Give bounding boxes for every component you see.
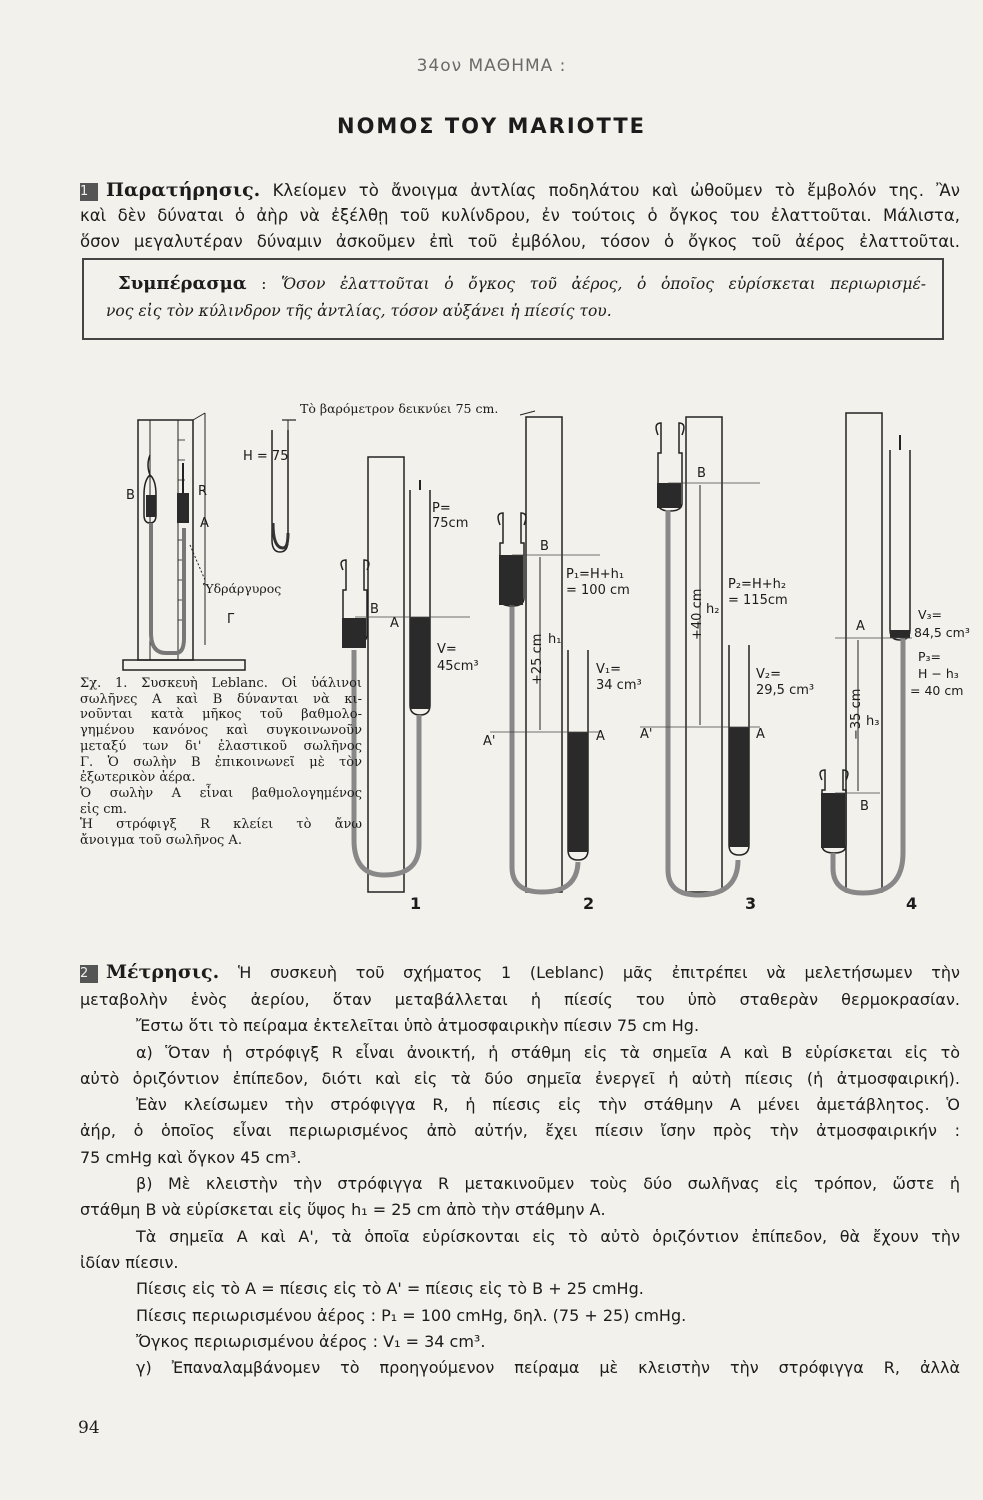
p4-pressure-1: P₃= — [918, 649, 942, 664]
measurement-line: μεταβολὴν ἑνὸς ἀερίου, ὅταν μεταβάλλεται ἡ πίεσίς του ὑπὸ σταθερὰν θερμοκρασίαν. — [80, 990, 960, 1009]
observation-line-1: Κλείομεν τὸ ἄνοιγμα ἀντλίας ποδηλάτου καὶ ὠθοῦμεν τὸ ἔμβολόν της. Ἂν — [272, 181, 960, 200]
p4-label-B: B — [860, 799, 869, 814]
label-mercury: Ὑδράργυρος — [203, 581, 282, 596]
p1-label-B: B — [370, 602, 379, 617]
label-B: B — [126, 488, 135, 503]
conclusion-sep: : — [246, 275, 282, 293]
caption-line: Σχ. 1. Συσκευὴ Leblanc. Οἱ ὑάλινοι — [80, 676, 362, 691]
p2-number: 2 — [583, 894, 595, 913]
conclusion-box — [82, 258, 944, 340]
caption-line: σωλῆνες Α καὶ Β δύνανται νὰ κι- — [80, 691, 362, 707]
measurement-line: 75 cmHg καὶ ὄγκον 45 cm³. — [80, 1147, 302, 1167]
conclusion-line-2: νος εἰς τὸν κύλινδρον τῆς ἀντλίας, τόσον αὐξάνει ἡ πίεσίς του. — [106, 302, 612, 320]
p3-label-B: B — [697, 466, 706, 481]
measurement-line: β) Μὲ κλειστὴν τὴν στρόφιγγα R μετακινοῦμεν τοὺς δύο σωλῆνας εἰς τρόπον, ὥστε ἡ — [136, 1174, 960, 1194]
measurement-line: Ὄγκος περιωρισμένου ἀέρος : V₁ = 34 cm³. — [136, 1331, 486, 1351]
caption-line: γημένου κανόνος καὶ συγκοινωνοῦν — [80, 723, 362, 739]
p2-label-A-prime: A' — [483, 734, 496, 749]
measurement-heading: Μέτρησις. — [106, 961, 220, 983]
barometer-note: Τὸ βαρόμετρον δεικνύει 75 cm. — [300, 401, 499, 416]
caption-line: εἰς cm. — [80, 801, 127, 817]
section-measurement — [80, 959, 960, 1381]
measurement-line: στάθμη Β νὰ εὑρίσκεται εἰς ὕψος h₁ = 25 cm ἀπὸ τὴν στάθμην Α. — [80, 1200, 606, 1220]
measurement-line: Πίεσις εἰς τὸ Α = πίεσις εἰς τὸ Α' = πίεσις εἰς τὸ Β + 25 cmHg. — [136, 1279, 644, 1299]
page-number: 94 — [78, 1418, 100, 1438]
label-R: R — [198, 484, 208, 499]
p2-label-B: B — [540, 539, 549, 554]
observation-line-3: ὅσον μεγαλυτέραν δύναμιν ἀσκοῦμεν ἐπὶ τοῦ ἐμβόλου, τόσον ὁ ὄγκος τοῦ ἀέρος ἐλαττοῦται. — [80, 232, 960, 251]
p4-number: 4 — [906, 894, 918, 913]
panel-3 — [640, 417, 814, 913]
p4-pressure-2: H − h₃ — [918, 666, 959, 681]
label-H: H = 75 — [243, 449, 289, 464]
p3-volume-2: 29,5 cm³ — [756, 683, 815, 698]
p1-label-A: A — [390, 616, 399, 631]
measurement-line: Ἐὰν κλείσωμεν τὴν στρόφιγγα R, ἡ πίεσις εἰς τὴν στάθμην Α μένει ἀμετάβλητος. Ὁ — [136, 1095, 960, 1115]
caption-line: ἄνοιγμα τοῦ σωλῆνος Α. — [80, 833, 242, 849]
p3-number: 3 — [745, 894, 757, 913]
panel-4 — [820, 413, 970, 913]
section-number-1: 1 — [80, 183, 98, 201]
label-A: A — [200, 516, 209, 531]
p2-height: h₁ — [548, 632, 562, 647]
p3-label-A-prime: A' — [640, 727, 653, 742]
p4-label-A: A — [856, 619, 865, 634]
section-observation — [80, 177, 960, 255]
p2-label-A: A — [596, 729, 605, 744]
conclusion-label: Συμπέρασμα — [118, 273, 247, 294]
p2-delta: +25 cm — [530, 633, 545, 685]
measurement-line: γ) Ἐπαναλαμβάνομεν τὸ προηγούμενον πείραμα μὲ κλειστὴν τὴν στρόφιγγα R, ἀλλὰ — [136, 1358, 960, 1378]
p3-pressure-2: = 115cm — [728, 593, 788, 608]
measurement-line: αὐτὸ ὁριζόντιον ἐπίπεδον, διότι καὶ εἰς τὰ δύο σημεῖα ἐνεργεῖ ἡ αὐτὴ πίεσις (ἡ ἀτμοσφαιρική). — [80, 1068, 960, 1088]
p1-volume-2: 45cm³ — [437, 659, 479, 674]
caption-line: ἐξωτερικὸν ἀέρα. — [80, 770, 196, 786]
p1-pressure-1: P= — [432, 501, 451, 516]
p3-delta: +40 cm — [690, 588, 705, 640]
measurement-line: α) Ὅταν ἡ στρόφιγξ R εἶναι ἀνοικτή, ἡ στάθμη εἰς τὰ σημεῖα Α καὶ Β εὑρίσκεται εἰς τὸ — [136, 1042, 960, 1062]
p2-volume-1: V₁= — [596, 662, 621, 677]
measurement-line: Ἔστω ὅτι τὸ πείραμα ἐκτελεῖται ὑπὸ ἀτμοσφαιρικὴν πίεσιν 75 cm Hg. — [136, 1016, 700, 1036]
measurement-line: ἀήρ, ὁ ὁποῖος εἶναι περιωρισμένος ἀπὸ αὐτήν, ἔχει πίεσιν ἴσην πρὸς τὴν ἀτμοσφαιρικήν : — [80, 1121, 960, 1141]
p1-volume-1: V= — [437, 642, 457, 657]
p4-delta: −35 cm — [849, 688, 864, 740]
p2-volume-2: 34 cm³ — [596, 678, 642, 693]
section-number-2: 2 — [80, 965, 98, 983]
p4-pressure-3: = 40 cm — [910, 683, 964, 698]
panel-2 — [483, 417, 642, 913]
p3-label-A: A — [756, 727, 765, 742]
observation-line-2: καὶ δὲν δύναται ὁ ἀὴρ νὰ ἐξέλθῃ τοῦ κυλίνδρου, ἐν τούτοις ὁ ὄγκος του ἐλαττοῦται. Μάλιστα, — [80, 206, 960, 225]
caption-line: Ὁ σωλὴν Α εἶναι βαθμολογημένος — [80, 785, 362, 801]
p4-volume-2: 84,5 cm³ — [914, 625, 970, 640]
p3-pressure-1: P₂=H+h₂ — [728, 577, 787, 592]
conclusion-line-1: Ὅσον ἐλαττοῦται ὁ ὄγκος τοῦ ἀέρος, ὁ ὁποῖος εὑρίσκεται περιωρισμέ- — [281, 275, 926, 293]
p1-number: 1 — [410, 894, 422, 913]
caption-line: μεταξύ των δι' ἐλαστικοῦ σωλῆνος — [80, 738, 362, 754]
p1-pressure-2: 75cm — [432, 516, 469, 531]
caption-line: Ἡ στρόφιγξ R κλείει τὸ ἄνω — [80, 817, 362, 833]
label-gamma: Γ — [227, 612, 235, 627]
measurement-line: ἰδίαν πίεσιν. — [80, 1252, 179, 1272]
p3-height: h₂ — [706, 602, 720, 617]
caption-line: Γ. Ὁ σωλὴν Β ἐπικοινωνεῖ μὲ τὸν — [80, 754, 362, 770]
page-title: ΝΟΜΟΣ ΤΟΥ MARIOTTE — [337, 114, 646, 138]
figure-caption — [80, 676, 362, 849]
p3-volume-1: V₂= — [756, 667, 781, 682]
measurement-line: Πίεσις περιωρισμένου ἀέρος : P₁ = 100 cmHg, δηλ. (75 + 25) cmHg. — [136, 1305, 687, 1325]
p4-height: h₃ — [866, 714, 880, 729]
p2-pressure-2: = 100 cm — [566, 583, 630, 598]
p4-volume-1: V₃= — [918, 607, 943, 622]
measurement-line: Τὰ σημεῖα Α καὶ Α', τὰ ὁποῖα εὑρίσκονται εἰς τὸ αὐτὸ ὁριζόντιον ἐπίπεδον, θὰ ἔχουν τὴν — [136, 1226, 960, 1246]
leblanc-apparatus — [123, 413, 296, 670]
measurement-line: Ἡ συσκευὴ τοῦ σχήματος 1 (Leblanc) μᾶς ἐπιτρέπει νὰ μελετήσωμεν τὴν — [237, 963, 960, 982]
p2-pressure-1: P₁=H+h₁ — [566, 567, 625, 582]
observation-heading: Παρατήρησις. — [106, 179, 261, 201]
lesson-number: 34ον ΜΑΘΗΜΑ : — [416, 56, 567, 76]
caption-line: νοῦνται κατὰ μῆκος τοῦ βαθμολο- — [80, 707, 362, 723]
